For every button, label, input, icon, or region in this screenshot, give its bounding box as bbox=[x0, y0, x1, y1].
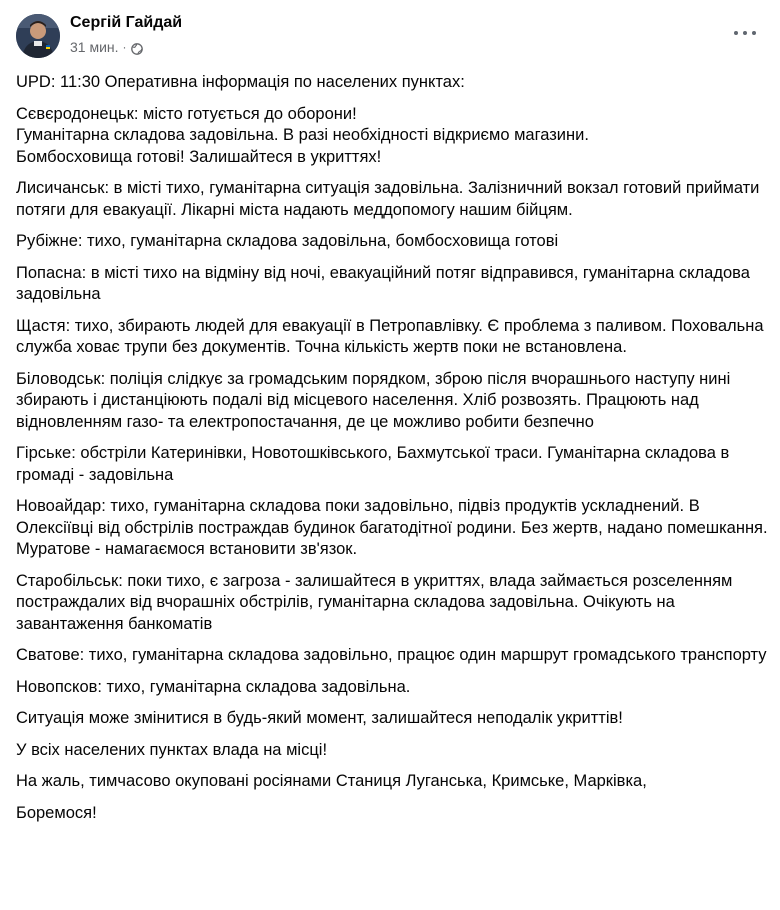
post-body bbox=[16, 72, 768, 834]
post-paragraph: Лисичанськ: в місті тихо, гуманітарна ситуація задовільна. Залізничний вокзал готовий приймати потяги для евакуації. Лікарні міста надають меддопомогу нашим бійцям. bbox=[16, 179, 760, 219]
post-paragraph: Новопсков: тихо, гуманітарна складова задовільна. bbox=[16, 677, 411, 696]
post-paragraph: На жаль, тимчасово окуповані росіянами Станиця Луганська, Кримське, Марківка, bbox=[16, 772, 647, 790]
post-meta bbox=[70, 39, 143, 55]
post-paragraph: Щастя: тихо, збирають людей для евакуації в Петропавлівку. Є проблема з паливом. Поховальна служба ховає трупи без документів. Точна кількість жертв поки не встановлена. bbox=[16, 316, 764, 356]
post-paragraph: Рубіжне: тихо, гуманітарна складова задовільна, бомбосховища готові bbox=[16, 232, 559, 250]
post-paragraph: Старобільськ: поки тихо, є загроза - залишайтеся в укриттях, влада займається розселенням постраждалих від вчорашніх обстрілів, гуманітарна складова задовільна. Очікують на завантаження банкоматів bbox=[16, 571, 733, 633]
post-paragraph: Новоайдар: тихо, гуманітарна складова поки задовільно, підвіз продуктів ускладнений. В Олексіївці від обстрілів постраждав будинок багатодітної родини. Без жертв, надано помешкання. Муратове - намагаємося встановити зв'язок. bbox=[16, 497, 768, 558]
post-timestamp[interactable]: 31 мин. bbox=[70, 39, 119, 55]
person-avatar-icon bbox=[16, 14, 60, 58]
post-paragraph: Попасна: в місті тихо на відміну від ночі, евакуаційний потяг відправився, гуманітарна складова задовільна bbox=[16, 263, 750, 303]
post-header bbox=[16, 12, 764, 62]
meta-separator: · bbox=[122, 40, 127, 54]
post-paragraph: Ситуація може змінитися в будь-який момент, залишайтеся неподалік укриттів! bbox=[16, 709, 623, 727]
post-paragraph: UPD: 11:30 Оперативна інформація по населених пунктах: bbox=[16, 73, 465, 91]
post-paragraph: Біловодськ: поліція слідкує за громадським порядком, зброю після вчорашнього наступу нині збирають і дистанціюють подалі від місцевого населення. Хліб розвозять. Працюють над відновленням газо- та електропостачання, де це можливо робити безпечно bbox=[16, 369, 731, 431]
author-name[interactable]: Сергій Гайдай bbox=[70, 14, 183, 31]
author-avatar[interactable] bbox=[16, 14, 60, 58]
globe-icon[interactable] bbox=[131, 42, 143, 54]
post-paragraph: Сватове: тихо, гуманітарна складова задовільно, працює один маршрут громадського транспорту bbox=[16, 646, 767, 664]
more-options-icon[interactable] bbox=[734, 26, 756, 40]
post-paragraph: Сєвєродонецьк: місто готується до оборони! Гуманітарна складова задовільна. В разі необхідності відкриємо магазини. Бомбосховища готові! Залишайтеся в укриттях! bbox=[16, 104, 589, 166]
post-paragraph: У всіх населених пунктах влада на місці! bbox=[16, 740, 328, 759]
post-paragraph: Боремося! bbox=[16, 803, 97, 822]
post-paragraph: Гірське: обстріли Катеринівки, Новотошківського, Бахмутської траси. Гуманітарна складова в громаді - задовільна bbox=[16, 444, 730, 484]
